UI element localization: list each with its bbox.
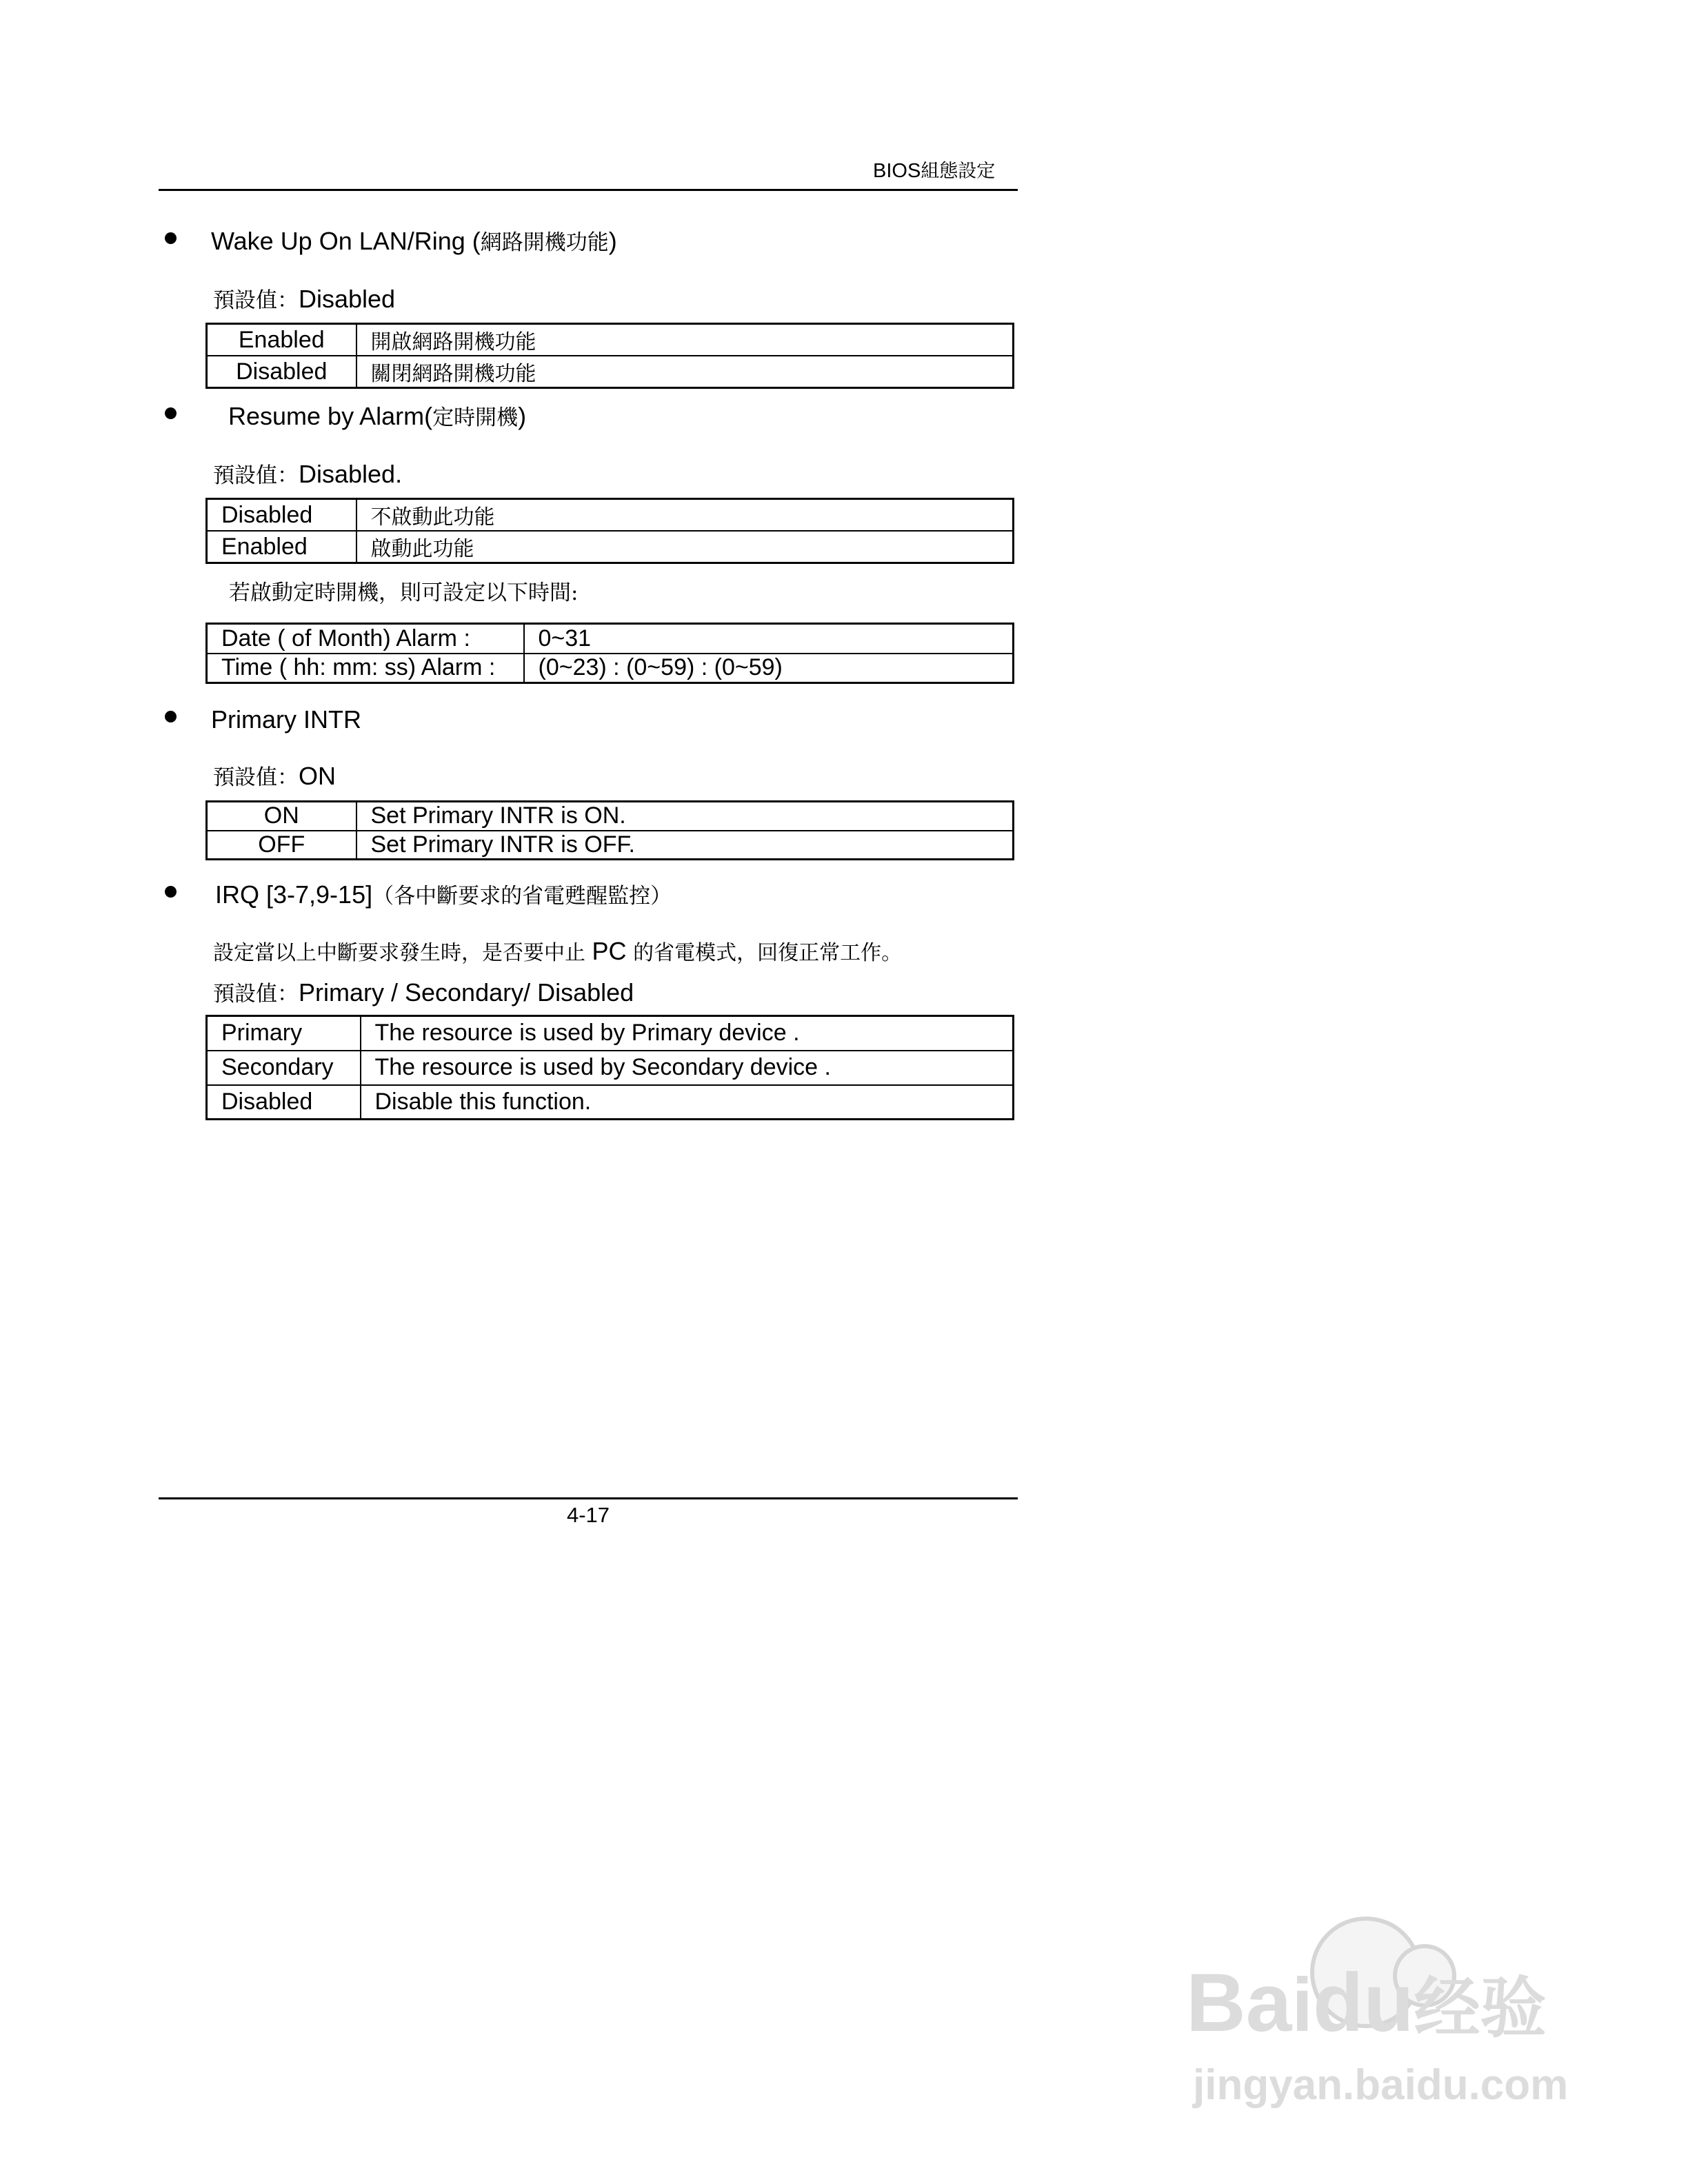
- options-table-primary-intr: [205, 800, 1014, 860]
- default-value-resume-by-alarm: 預設值：Disabled.: [213, 460, 403, 488]
- option-desc: Set Primary INTR is ON.: [356, 802, 1014, 831]
- bullet-icon: [165, 407, 177, 419]
- watermark-url: jingyan.baidu.com: [1193, 2061, 1569, 2109]
- option-key: Disabled: [207, 356, 356, 388]
- table-row: [207, 531, 1014, 563]
- option-key: Enabled: [207, 324, 356, 356]
- table-row: [207, 1051, 1014, 1085]
- footer-rule: [159, 1497, 1018, 1499]
- bullet-icon: [165, 232, 177, 244]
- section-heading-irq: IRQ [3-7,9-15]（各中斷要求的省電甦醒監控）: [215, 880, 672, 909]
- alarm-value: 0~31: [524, 624, 1014, 654]
- option-desc: The resource is used by Secondary device .: [361, 1051, 1014, 1085]
- watermark-brand: Baidu经验: [1186, 1957, 1547, 2049]
- irq-description: 設定當以上中斷要求發生時，是否要中止 PC 的省電模式，回復正常工作。: [213, 937, 903, 965]
- options-table-resume-by-alarm: [205, 498, 1014, 564]
- header-title: BIOS組態設定: [873, 160, 996, 182]
- options-table-wake-on-lan: [205, 323, 1014, 389]
- option-desc: The resource is used by Primary device .: [361, 1016, 1014, 1051]
- option-key: Secondary: [207, 1051, 361, 1085]
- table-row: [207, 624, 1014, 654]
- alarm-value: (0~23) : (0~59) : (0~59): [524, 654, 1014, 683]
- bullet-icon: [165, 886, 177, 898]
- option-key: ON: [207, 802, 356, 831]
- alarm-key: Date ( of Month) Alarm :: [207, 624, 524, 654]
- option-desc: Disable this function.: [361, 1085, 1014, 1120]
- option-desc: 關閉網路開機功能: [356, 356, 1014, 388]
- alarm-settings-table: [205, 623, 1014, 684]
- option-key: Disabled: [207, 499, 356, 532]
- baidu-watermark-logo: [1186, 1903, 1572, 2144]
- section-heading-wake-on-lan: Wake Up On LAN/Ring (網路開機功能): [211, 227, 617, 255]
- table-row: [207, 802, 1014, 831]
- options-table-irq: [205, 1015, 1014, 1120]
- table-row: [207, 831, 1014, 860]
- page-number: 4-17: [566, 1503, 610, 1527]
- table-row: [207, 1085, 1014, 1120]
- default-value-irq: 預設值：Primary / Secondary/ Disabled: [213, 978, 634, 1007]
- option-desc: 啟動此功能: [356, 531, 1014, 563]
- table-row: [207, 356, 1014, 388]
- table-row: [207, 1016, 1014, 1051]
- section-heading-primary-intr: Primary INTR: [211, 705, 361, 734]
- default-value-wake-on-lan: 預設值：Disabled: [213, 285, 396, 313]
- table-row: [207, 499, 1014, 532]
- option-desc: 開啟網路開機功能: [356, 324, 1014, 356]
- option-key: Primary: [207, 1016, 361, 1051]
- bullet-icon: [165, 711, 177, 722]
- header-rule: [159, 189, 1018, 191]
- option-key: OFF: [207, 831, 356, 860]
- option-key: Enabled: [207, 531, 356, 563]
- table-row: [207, 324, 1014, 356]
- alarm-note: 若啟動定時開機，則可設定以下時間:: [229, 580, 579, 605]
- alarm-key: Time ( hh: mm: ss) Alarm :: [207, 654, 524, 683]
- table-row: [207, 654, 1014, 683]
- option-desc: Set Primary INTR is OFF.: [356, 831, 1014, 860]
- option-key: Disabled: [207, 1085, 361, 1120]
- option-desc: 不啟動此功能: [356, 499, 1014, 532]
- default-value-primary-intr: 預設值：ON: [213, 762, 336, 790]
- section-heading-resume-by-alarm: Resume by Alarm(定時開機): [228, 402, 527, 430]
